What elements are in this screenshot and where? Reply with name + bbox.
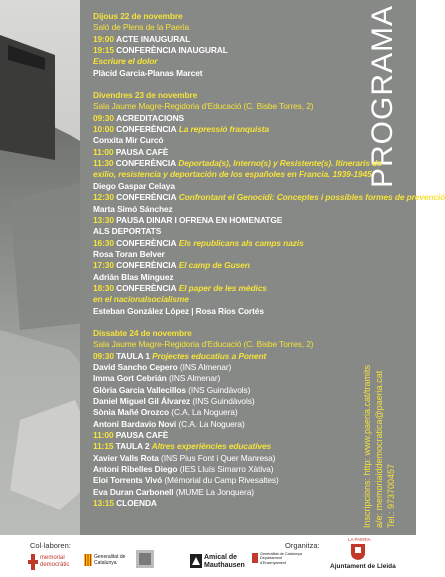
event: ACREDITACIONS: [116, 112, 185, 123]
panelist-org: (IES Lluís Simarro Xàtiva): [179, 464, 274, 475]
talk-title: Confrontant el Genocidi: Conceptes i possibles formes de prevenció: [178, 192, 445, 203]
panelist-name: Sònia Mañé Orozco: [93, 407, 170, 418]
speaker: Rosa Toran Belver: [93, 248, 165, 259]
crest-logo: [134, 548, 156, 572]
amical-icon: [190, 554, 202, 568]
panel-title: Altres experiències educatives: [151, 441, 272, 452]
amical-name: Amical de Mauthausen: [204, 554, 245, 569]
speaker: Plàcid Garcia-Planas Marcet: [93, 67, 203, 78]
event: CONFERÈNCIA INAUGURAL: [116, 45, 228, 56]
talk-title: La repressió franquista: [178, 124, 270, 135]
panelist-org: (INS Almenar): [179, 361, 232, 372]
panelist-org: (INS Almenar): [168, 373, 221, 384]
time: 11:15: [93, 441, 114, 452]
memorial-icon: [28, 554, 38, 570]
education-icon: [252, 553, 258, 563]
registration-info: [360, 300, 410, 530]
talk-title-continued: en el nacionalsocialisme: [93, 294, 189, 305]
time: 12:30: [93, 192, 114, 203]
talk-title: El camp de Gusen: [178, 260, 250, 271]
time: 09:30: [93, 112, 114, 123]
memorial-democratic-logo: [28, 552, 78, 572]
time: 17:30: [93, 260, 114, 271]
organizer-label: Organitza:: [285, 541, 320, 550]
registration-url[interactable]: Inscripcions: http: www.paeria.cat/tramits: [362, 364, 372, 528]
event: CONFERÈNCIA: [116, 124, 177, 135]
panelist-name: Eloi Torrents Vivó: [93, 475, 163, 486]
day-heading: Divendres 23 de novembre: [93, 90, 198, 101]
panelist-org: (MUME La Jonquera): [175, 486, 254, 497]
talk-title: Escriure el dolor: [93, 56, 158, 67]
day-heading: Dijous 22 de novembre: [93, 11, 183, 21]
event: CONFERÈNCIA: [116, 260, 177, 271]
amical-logo: [190, 552, 250, 572]
time: 10:00: [93, 124, 114, 135]
speaker: Adrián Blas Mínguez: [93, 271, 174, 282]
panelist-name: Imma Gort Cebrián: [93, 373, 167, 384]
generalitat-icon: [84, 554, 92, 566]
programa-title: PROGRAMA: [366, 4, 399, 188]
panelist-name: Antoni Bardavio Novi: [93, 418, 177, 429]
panelist-org: (INS Pius Font i Quer Manresa): [161, 452, 276, 463]
panelist-name: Antoni Ribelles Diego: [93, 464, 178, 475]
day-3: [93, 328, 383, 510]
time: 16:30: [93, 237, 114, 248]
panelist-name: Daniel Miguel Gil Álvarez: [93, 396, 191, 406]
footer: [0, 535, 416, 575]
paeria-label: LA PAERIA: [348, 537, 371, 542]
time: 09:30: [93, 350, 114, 361]
event: CLOENDA: [116, 498, 157, 509]
lleida-crest-icon: [350, 543, 366, 561]
generalitat-name: Generalitat de Catalunya: [94, 554, 126, 566]
event: CONFERÈNCIA: [116, 282, 177, 293]
panelist-org: (INS Guindàvols): [192, 396, 255, 406]
crest-icon: [134, 548, 156, 572]
day-heading: Dissabte 24 de novembre: [93, 327, 192, 338]
time: 13:15: [93, 498, 114, 509]
event: PAUSA CAFÈ: [115, 430, 169, 441]
speaker: Conxita Mir Curcó: [93, 135, 164, 146]
event: TAULA 2: [115, 441, 150, 452]
event: CONFERÈNCIA: [115, 158, 177, 169]
event: ACTE INAUGURAL: [116, 33, 191, 44]
ajuntament-name: Ajuntament de Lleida: [330, 563, 396, 570]
speaker: Esteban González López | Rosa Ríos Cortés: [93, 305, 264, 316]
panelist-org: (C.A. La Noguera): [178, 418, 245, 429]
speaker: Diego Gaspar Celaya: [93, 180, 175, 191]
event: PAUSA DINAR I OFRENA EN HOMENATGE: [116, 214, 283, 225]
event: CONFERÈNCIA: [116, 192, 177, 203]
venue: Sala Jaume Magre-Regidoria d'Educació (C. Bisbe Torres, 2): [93, 339, 314, 350]
panel-title: Projectes educatius a Ponent: [152, 350, 267, 361]
education-dept-name: Generalitat de Catalunya Departament d'Ensenyament: [260, 552, 303, 565]
time: 18:30: [93, 282, 114, 293]
panelist-org: (C.A. La Noguera): [171, 407, 238, 418]
venue: Sala Jaume Magre-Regidoria d'Educació (C. Bisbe Torres, 2): [93, 101, 314, 112]
panelist-org: (Mémorial du Camp Rivesaltes): [164, 475, 279, 486]
talk-title: Deportada(s), Interno(s) y Resistente(s). Itineraris de exilio, resistencia y deportación de los españoles en Francia. 1939-1945: [93, 158, 382, 180]
panelist-name: David Sancho Cepero: [93, 361, 178, 372]
time: 11:30: [93, 158, 114, 169]
event: TAULA 1: [116, 350, 150, 361]
day-1: [93, 11, 383, 79]
generalitat-logo: [84, 552, 126, 572]
venue: Saló de Plens de la Paeria: [93, 22, 190, 33]
memorial-name: memorial democràtic: [40, 555, 70, 568]
event: CONFERÈNCIA: [116, 237, 177, 248]
ajuntament-lleida-logo: [330, 537, 396, 575]
time: 19:15: [93, 45, 114, 56]
registration-email[interactable]: a/e: memoriaiddemocratica@paeria.cat: [374, 370, 384, 528]
panelist-name: Eva Duran Carbonell: [93, 486, 174, 497]
panelist-name: Xavier Valls Rota: [93, 452, 159, 463]
time: 11:00: [93, 430, 114, 441]
panelist-org: (INS Guindàvols): [188, 384, 251, 395]
collaborators-label: Col·laboren:: [30, 541, 71, 550]
panelist-name: Glòria Garcia Vallecillos: [93, 384, 186, 395]
time: 19:00: [93, 33, 114, 44]
education-dept-logo: [252, 551, 302, 573]
time: 11:00: [93, 146, 114, 157]
registration-phone: Tel.: 973700457: [386, 463, 396, 528]
event-continued: ALS DEPORTATS: [93, 226, 162, 237]
talk-title: El paper de les mèdics: [178, 282, 267, 293]
time: 13:30: [93, 214, 114, 225]
talk-title: Els republicans als camps nazis: [178, 237, 304, 248]
event: PAUSA CAFÈ: [115, 146, 169, 157]
speaker: Marta Simó Sánchez: [93, 203, 173, 214]
